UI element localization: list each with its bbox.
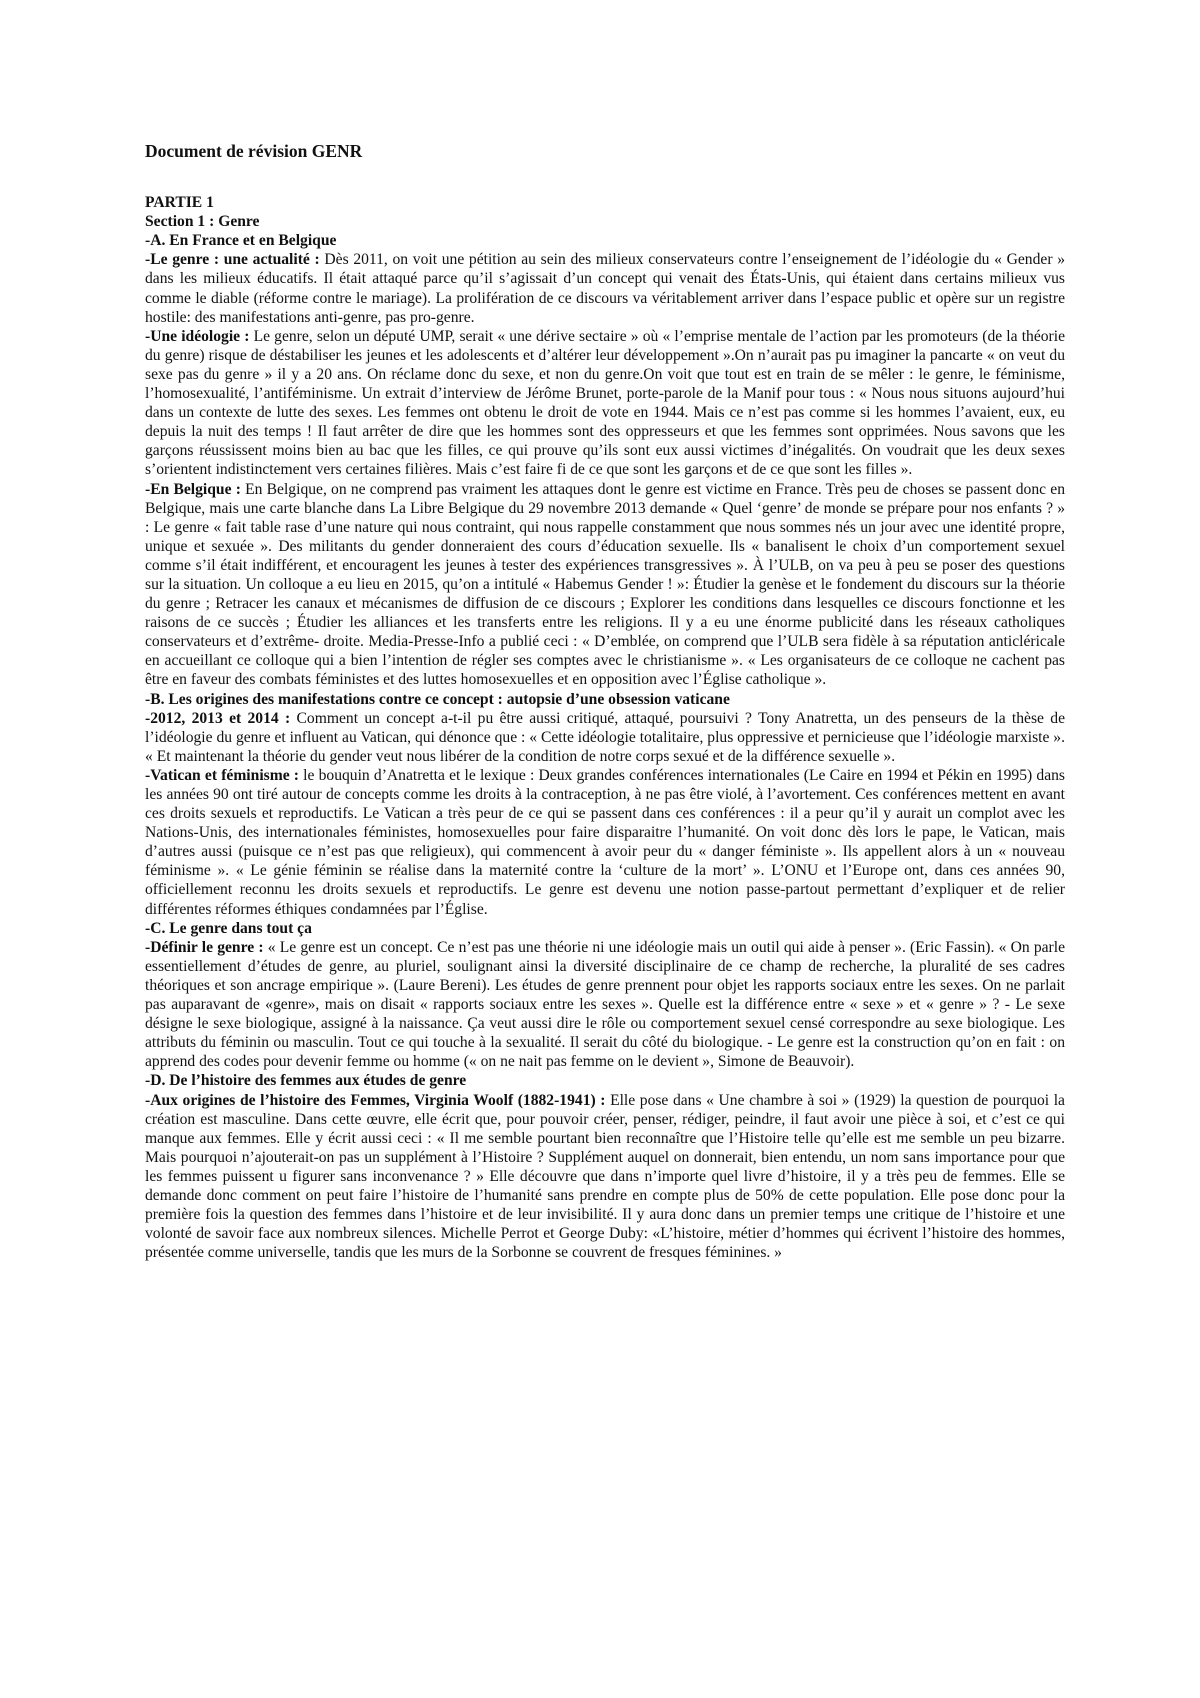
paragraph-lead: -Vatican et féminisme :: [145, 766, 299, 784]
subsection-heading-d: -D. De l’histoire des femmes aux études de genre: [145, 1072, 467, 1090]
paragraph-text: Dès 2011, on voit une pétition au sein des milieux conservateurs contre l’enseignement de l’idéologie du « Gender » dans les milieux éducatifs. Il était attaqué parce qu’il s’agissait d’un concept qui venait des États-Unis, qui étaient dans certains milieux vus comme le diable (réforme contre le mariage). La prolifération de ce discours va véritablement arriver dans l’espace public et opère sur un registre hostile: des manifestations anti-genre, pas pro-genre.: [145, 251, 1065, 326]
paragraph-definir: [145, 938, 1065, 1072]
paragraph-text: Le genre, selon un député UMP, serait « une dérive sectaire » où « l’emprise mentale de l’action par les promoteurs (de la théorie du genre) risque de déstabiliser les jeunes et les adolescents et d’altérer leur développement ».On n’aurait pas pu imaginer la pancarte « on veut du sexe pas du genre » il y a 20 ans. On réclame donc du sexe, et non du genre.On voit que tout est en train de se mêler : le genre, le féminisme, l’homosexualité, l’antiféminisme. Un extrait d’interview de Jérôme Brunet, porte-parole de la Manif pour tous : « Nous nous situons aujourd’hui dans un contexte de lutte des sexes. Les femmes ont obtenu le droit de vote en 1944. Mais ce n’est pas comme si les hommes l’avaient, eux, eu depuis la nuit des temps ! Il faut arrêter de dire que les hommes sont des oppresseurs et que les femmes sont opprimées. Nous savons que les garçons réussissent moins bien au bac que les filles, ce qui prouve qu’ils sont eux aussi victimes d’inégalités. On voudrait que les deux sexes s’orientent indistinctement vers certaines filières. Mais c’est faire fi de ce que sont les garçons et de ce que sont les filles ».: [145, 327, 1065, 479]
paragraph-lead: -Définir le genre :: [145, 938, 264, 956]
paragraph-woolf: [145, 1091, 1065, 1263]
document-page: [145, 142, 1065, 1262]
paragraph-text: En Belgique, on ne comprend pas vraiment les attaques dont le genre est victime en France. Très peu de choses se passent donc en Belgique, mais une carte blanche dans La Libre Belgique du 29 novembre 2013 demande « Quel ‘genre’ de monde se prépare pour nos enfants ? » : Le genre « fait table rase d’une nature qui nous contraint, qui nous rappelle constamment que nous sommes nés un jour avec une identité propre, unique et sexuée ». Des militants du gender donneraient des cours d’éducation sexuelle. Ils « banalisent le choix d’un comportement sexuel comme s’il était indifférent, et encouragent les jeunes à tester des expériences transgressives ». À l’ULB, on va peu à peu se poser des questions sur la situation. Un colloque a eu lieu en 2015, qu’on a intitulé « Habemus Gender ! »: Étudier la genèse et le fondement du discours sur la théorie du genre ; Retracer les canaux et mécanismes de diffusion de ce discours ; Explorer les conditions dans lesquelles ce discours fonctionne et les raisons de ce succès ; Étudier les alliances et les transferts entre les religions. Il y a eu une énorme publicité dans les réseaux catholiques conservateurs et d’extrême- droite. Media-Presse-Info a publié ceci : « D’emblée, on comprend que l’ULB sera fidèle à sa réputation anticléricale en accueillant ce colloque qui a bien l’intention de régler ses comptes avec le christianisme ». « Les organisateurs de ce colloque ne cachent pas être en faveur des combats féministes et des luttes homosexuelles et en opposition avec l’Église catholique ».: [145, 480, 1065, 689]
document-title: Document de révision GENR: [145, 141, 363, 161]
subsection-heading-a: -A. En France et en Belgique: [145, 232, 337, 250]
paragraph-vatican: [145, 766, 1065, 919]
paragraph-actualite: [145, 250, 1065, 326]
paragraph-text: Comment un concept a-t-il pu être aussi critiqué, attaqué, poursuivi ? Tony Anatretta, un des penseurs de la thèse de l’idéologie du genre et influent au Vatican, qui dénonce que : « Cette idéologie totalitaire, plus oppressive et pernicieuse que l’idéologie marxiste ». « Et maintenant la théorie du gender veut nous libérer de la condition de notre corps sexué et de la différence sexuelle ».: [145, 709, 1065, 765]
paragraph-text: le bouquin d’Anatretta et le lexique : Deux grandes conférences internationales (Le Caire en 1994 et Pékin en 1995) dans les années 90 ont tiré autour de concepts comme les droits à la contraception, à ne pas être violé, à l’avortement. Ces conférences mettent en avant ces droits sexuels et reproductifs. Le Vatican a très peur de ce qui se passent dans ces conférences : il a peur qu’il y aurait un complot avec les Nations-Unis, des internationales féministes, homosexuelles pour faire disparaitre l’humanité. On voit donc dès lors le pape, le Vatican, mais d’autres aussi (puisque ce n’est pas que religieux), qui commencent à avoir peur du « danger féministe ». Ils appellent alors à un « nouveau féminisme ». « Le génie féminin se réalise dans la maternité contre la ‘culture de la mort’ ». L’ONU et l’Europe ont, dans ces années 90, officiellement reconnu les droits sexuels et reproductifs. Le genre est devenu une notion passe-partout permettant d’expliquer et de relier différentes réformes éthiques condamnées par l’Église.: [145, 766, 1065, 918]
paragraph-lead: -Aux origines de l’histoire des Femmes, Virginia Woolf (1882-1941) :: [145, 1091, 606, 1109]
paragraph-text: « Le genre est un concept. Ce n’est pas une théorie ni une idéologie mais un outil qui aide à penser ». (Eric Fassin). « On parle essentiellement d’études de genre, au pluriel, soulignant ainsi la diversité disciplinaire de ce champ de recherche, la pluralité de ses cadres théoriques et son ancrage empirique ». (Laure Bereni). Les études de genre prennent pour objet les rapports sociaux entre les sexes. On ne parlait pas auparavant de «genre», mais on disait « rapports sociaux entre les sexes ». Quelle est la différence entre « sexe » et « genre » ? - Le sexe désigne le sexe biologique, assigné à la naissance. Ça veut aussi dire le rôle ou comportement sexuel censé correspondre au sexe biologique. Les attributs du féminin ou masculin. Tout ce qui touche à la sexualité. Il serait du côté du biologique. - Le genre est la construction qu’on en fait : on apprend des codes pour devenir femme ou homme (« on ne nait pas femme on le devient », Simone de Beauvoir).: [145, 938, 1065, 1071]
part-heading: PARTIE 1: [145, 194, 214, 212]
subsection-heading-b: -B. Les origines des manifestations contre ce concept : autopsie d’une obsession vaticane: [145, 690, 730, 708]
paragraph-2012: [145, 709, 1065, 766]
subsection-heading-c: -C. Le genre dans tout ça: [145, 919, 312, 937]
paragraph-text: Elle pose dans « Une chambre à soi » (1929) la question de pourquoi la création est masculine. Dans cette œuvre, elle écrit que, pour pouvoir créer, penser, rédiger, peindre, il faut avoir une pièce à soi, et c’est ce qui manque aux femmes. Elle y écrit aussi ceci : « Il me semble pourtant bien reconnaître que l’Histoire telle qu’elle est me semble un peu bizarre. Mais pourquoi n’ajouterait-on pas un supplément à l’Histoire ? Supplément auquel on donnerait, bien entendu, un nom sans importance pour que les femmes puissent u figurer sans inconvenance ? » Elle découvre que dans n’importe quel livre d’histoire, il y a très peu de femmes. Elle se demande donc comment on peut faire l’histoire de l’humanité sans prendre en compte plus de 50% de cette population. Elle pose donc pour la première fois la question des femmes dans l’histoire et de leur invisibilité. Il y aura donc dans un premier temps une critique de l’histoire et une volonté de savoir face aux nombreux silences. Michelle Perrot et George Duby: «L’histoire, métier d’hommes qui écrivent l’histoire des hommes, présentée comme universelle, tandis que les murs de la Sorbonne se couvrent de fresques féminines. »: [145, 1091, 1065, 1262]
paragraph-lead: -Une idéologie :: [145, 327, 250, 345]
paragraph-ideologie: [145, 327, 1065, 480]
paragraph-lead: -2012, 2013 et 2014 :: [145, 709, 291, 727]
paragraph-belgique: [145, 480, 1065, 690]
paragraph-lead: -En Belgique :: [145, 480, 241, 498]
paragraph-lead: -Le genre : une actualité :: [145, 251, 320, 269]
section-heading: Section 1 : Genre: [145, 213, 260, 231]
